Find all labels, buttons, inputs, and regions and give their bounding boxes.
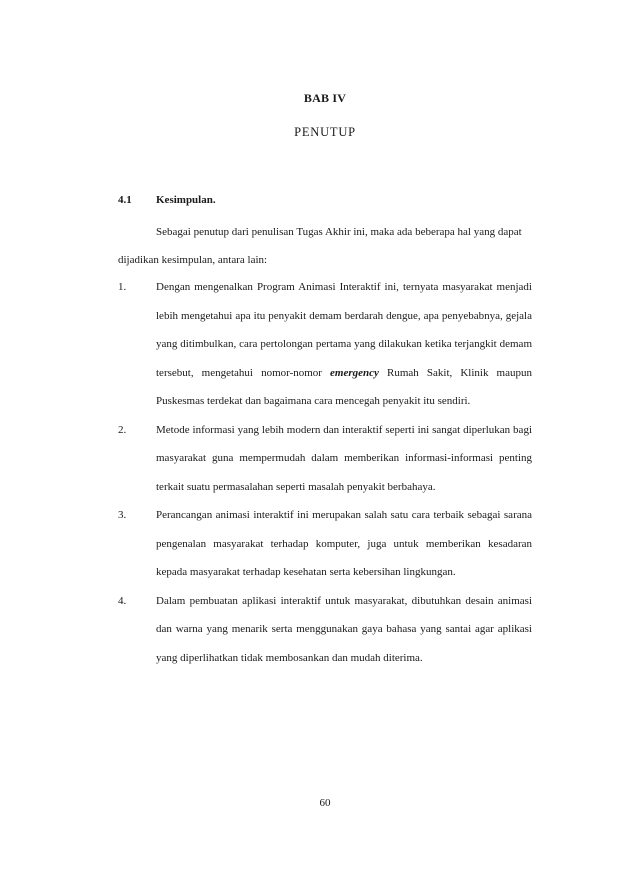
list-item-text-continued: Rumah Sakit, Klinik maupun Puskesmas terdekat dan bagaimana cara mencegah penyakit itu sendiri. [156,366,532,407]
section-number: 4.1 [118,194,132,206]
list-item [118,416,532,502]
section-title: Kesimpulan. [156,194,216,206]
section-heading [118,194,216,206]
list-item-text: Dengan mengenalkan Program Animasi Interaktif ini, ternyata masyarakat menjadi lebih mengetahui apa itu penyakit demam berdarah dengue, apa penyebabnya, gejala yang ditimbulkan, cara pertolongan pertama yang dilakukan ketika terjangkit demam tersebut, mengetahui nomor-nomor [156,281,532,379]
list-marker: 4. [118,594,127,607]
emphasized-term: emergency [330,366,379,379]
conclusion-list [118,273,532,672]
chapter-title: BAB IV [303,91,347,105]
chapter-subtitle: PENUTUP [294,125,356,139]
list-item [118,273,532,416]
list-marker: 2. [118,423,127,436]
list-marker: 1. [118,281,127,293]
list-item [118,501,532,587]
list-item [118,587,532,673]
list-item-text: Metode informasi yang lebih modern dan interaktif seperti ini sangat diperlukan bagi masyarakat guna mempermudah dalam memberikan informasi-informasi penting terkait suatu permasalahan seperti masalah penyakit berbahaya. [156,423,532,493]
intro-paragraph: Sebagai penutup dari penulisan Tugas Akhir ini, maka ada beberapa hal yang dapat dijadikan kesimpulan, antara lain: [118,226,522,266]
list-marker: 3. [118,509,127,521]
list-item-text: Perancangan animasi interaktif ini merupakan salah satu cara terbaik sebagai sarana pengenalan masyarakat terhadap komputer, juga untuk memberikan kesadaran kepada masyarakat terhadap kesehatan serta kebersihan lingkungan. [156,509,532,578]
list-item-text: Dalam pembuatan aplikasi interaktif untuk masyarakat, dibutuhkan desain animasi dan warna yang menarik serta menggunakan gaya bahasa yang santai agar aplikasi yang diperlihatkan tidak membosankan dan mudah diterima. [156,594,532,664]
page-number: 60 [319,797,331,809]
